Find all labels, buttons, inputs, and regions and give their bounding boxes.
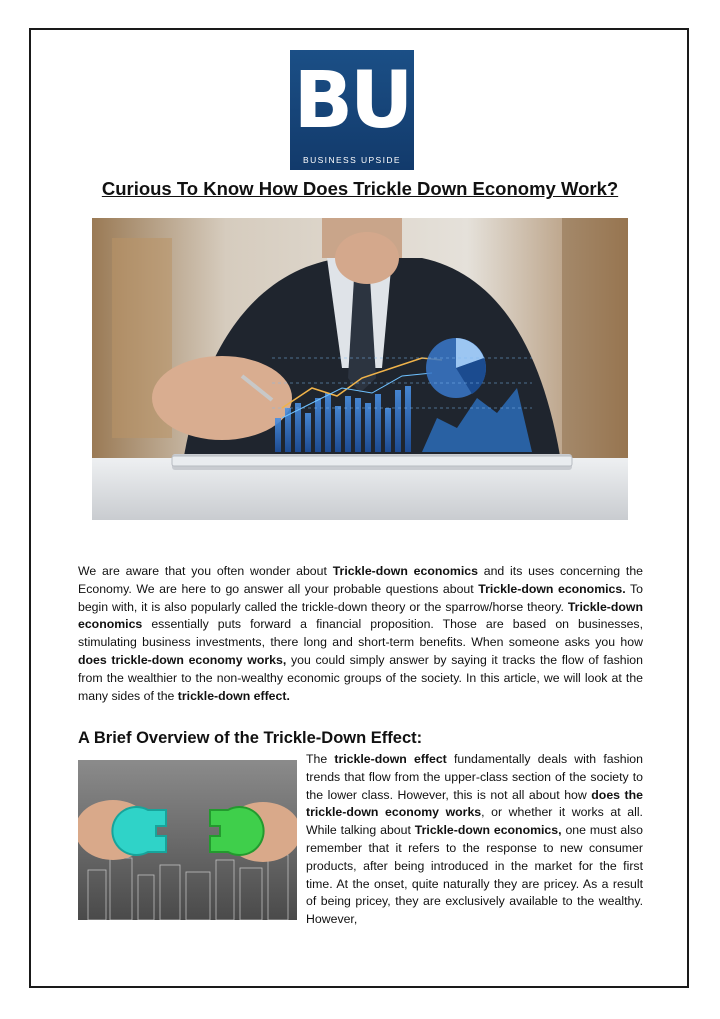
text-run: We are aware that you often wonder about (78, 564, 333, 578)
section-heading: A Brief Overview of the Trickle-Down Effect: (78, 729, 423, 747)
logo-tagline: BUSINESS UPSIDE (303, 155, 401, 165)
side-illustration (78, 760, 297, 920)
bold-phrase: trickle-down effect. (177, 688, 290, 703)
bold-phrase: does trickle-down economy works, (78, 652, 287, 667)
text-run: The (306, 752, 335, 766)
text-run: , or whether it works at all. While talking about (306, 805, 643, 838)
text-run: one must also remember that it refers to the response to new consumer products, after being introduced in the market for the first time. At the onset, quite naturally they are pricey. As a result of being pricey, they are exclusively available to the wealthy. However, (306, 823, 643, 927)
section-body-paragraph (306, 751, 643, 929)
business-upside-logo (290, 50, 414, 170)
logo-letters: BU (293, 56, 411, 146)
bold-phrase: trickle-down effect (334, 752, 447, 766)
hero-photo-businessman-chart (92, 218, 628, 520)
bold-phrase: does the trickle-down economy works (306, 787, 643, 820)
page-title: Curious To Know How Does Trickle Down Economy Work? (101, 178, 619, 199)
bold-phrase: Trickle-down economics. (478, 581, 626, 596)
infinity-puzzle-hands-photo (78, 760, 297, 920)
bold-phrase: Trickle-down economics (332, 564, 478, 578)
text-run: and its uses concerning the Economy. We are here to go answer all your probable questions about (78, 564, 643, 596)
intro-paragraph (78, 563, 643, 705)
text-run: you could simply answer by saying it tracks the flow of fashion from the wealthier to the non-wealthy economic groups of the society. In this article, we will look at the many sides of the (78, 652, 643, 703)
text-run: essentially puts forward a financial proposition. Those are based on businesses, stimulating business investments, there long and short-term benefits. When someone asks you how (78, 617, 643, 650)
text-run: To begin with, it is also popularly called the trickle-down theory or the sparrow/horse theory. (78, 581, 643, 614)
text-run: fundamentally deals with fashion trends that flow from the upper-class section of the society to the lower class. However, this is not all about how (306, 752, 643, 802)
hero-illustration (92, 218, 628, 520)
bold-phrase: Trickle-down economics, (414, 823, 562, 838)
bold-phrase: Trickle-down economics (78, 599, 643, 632)
